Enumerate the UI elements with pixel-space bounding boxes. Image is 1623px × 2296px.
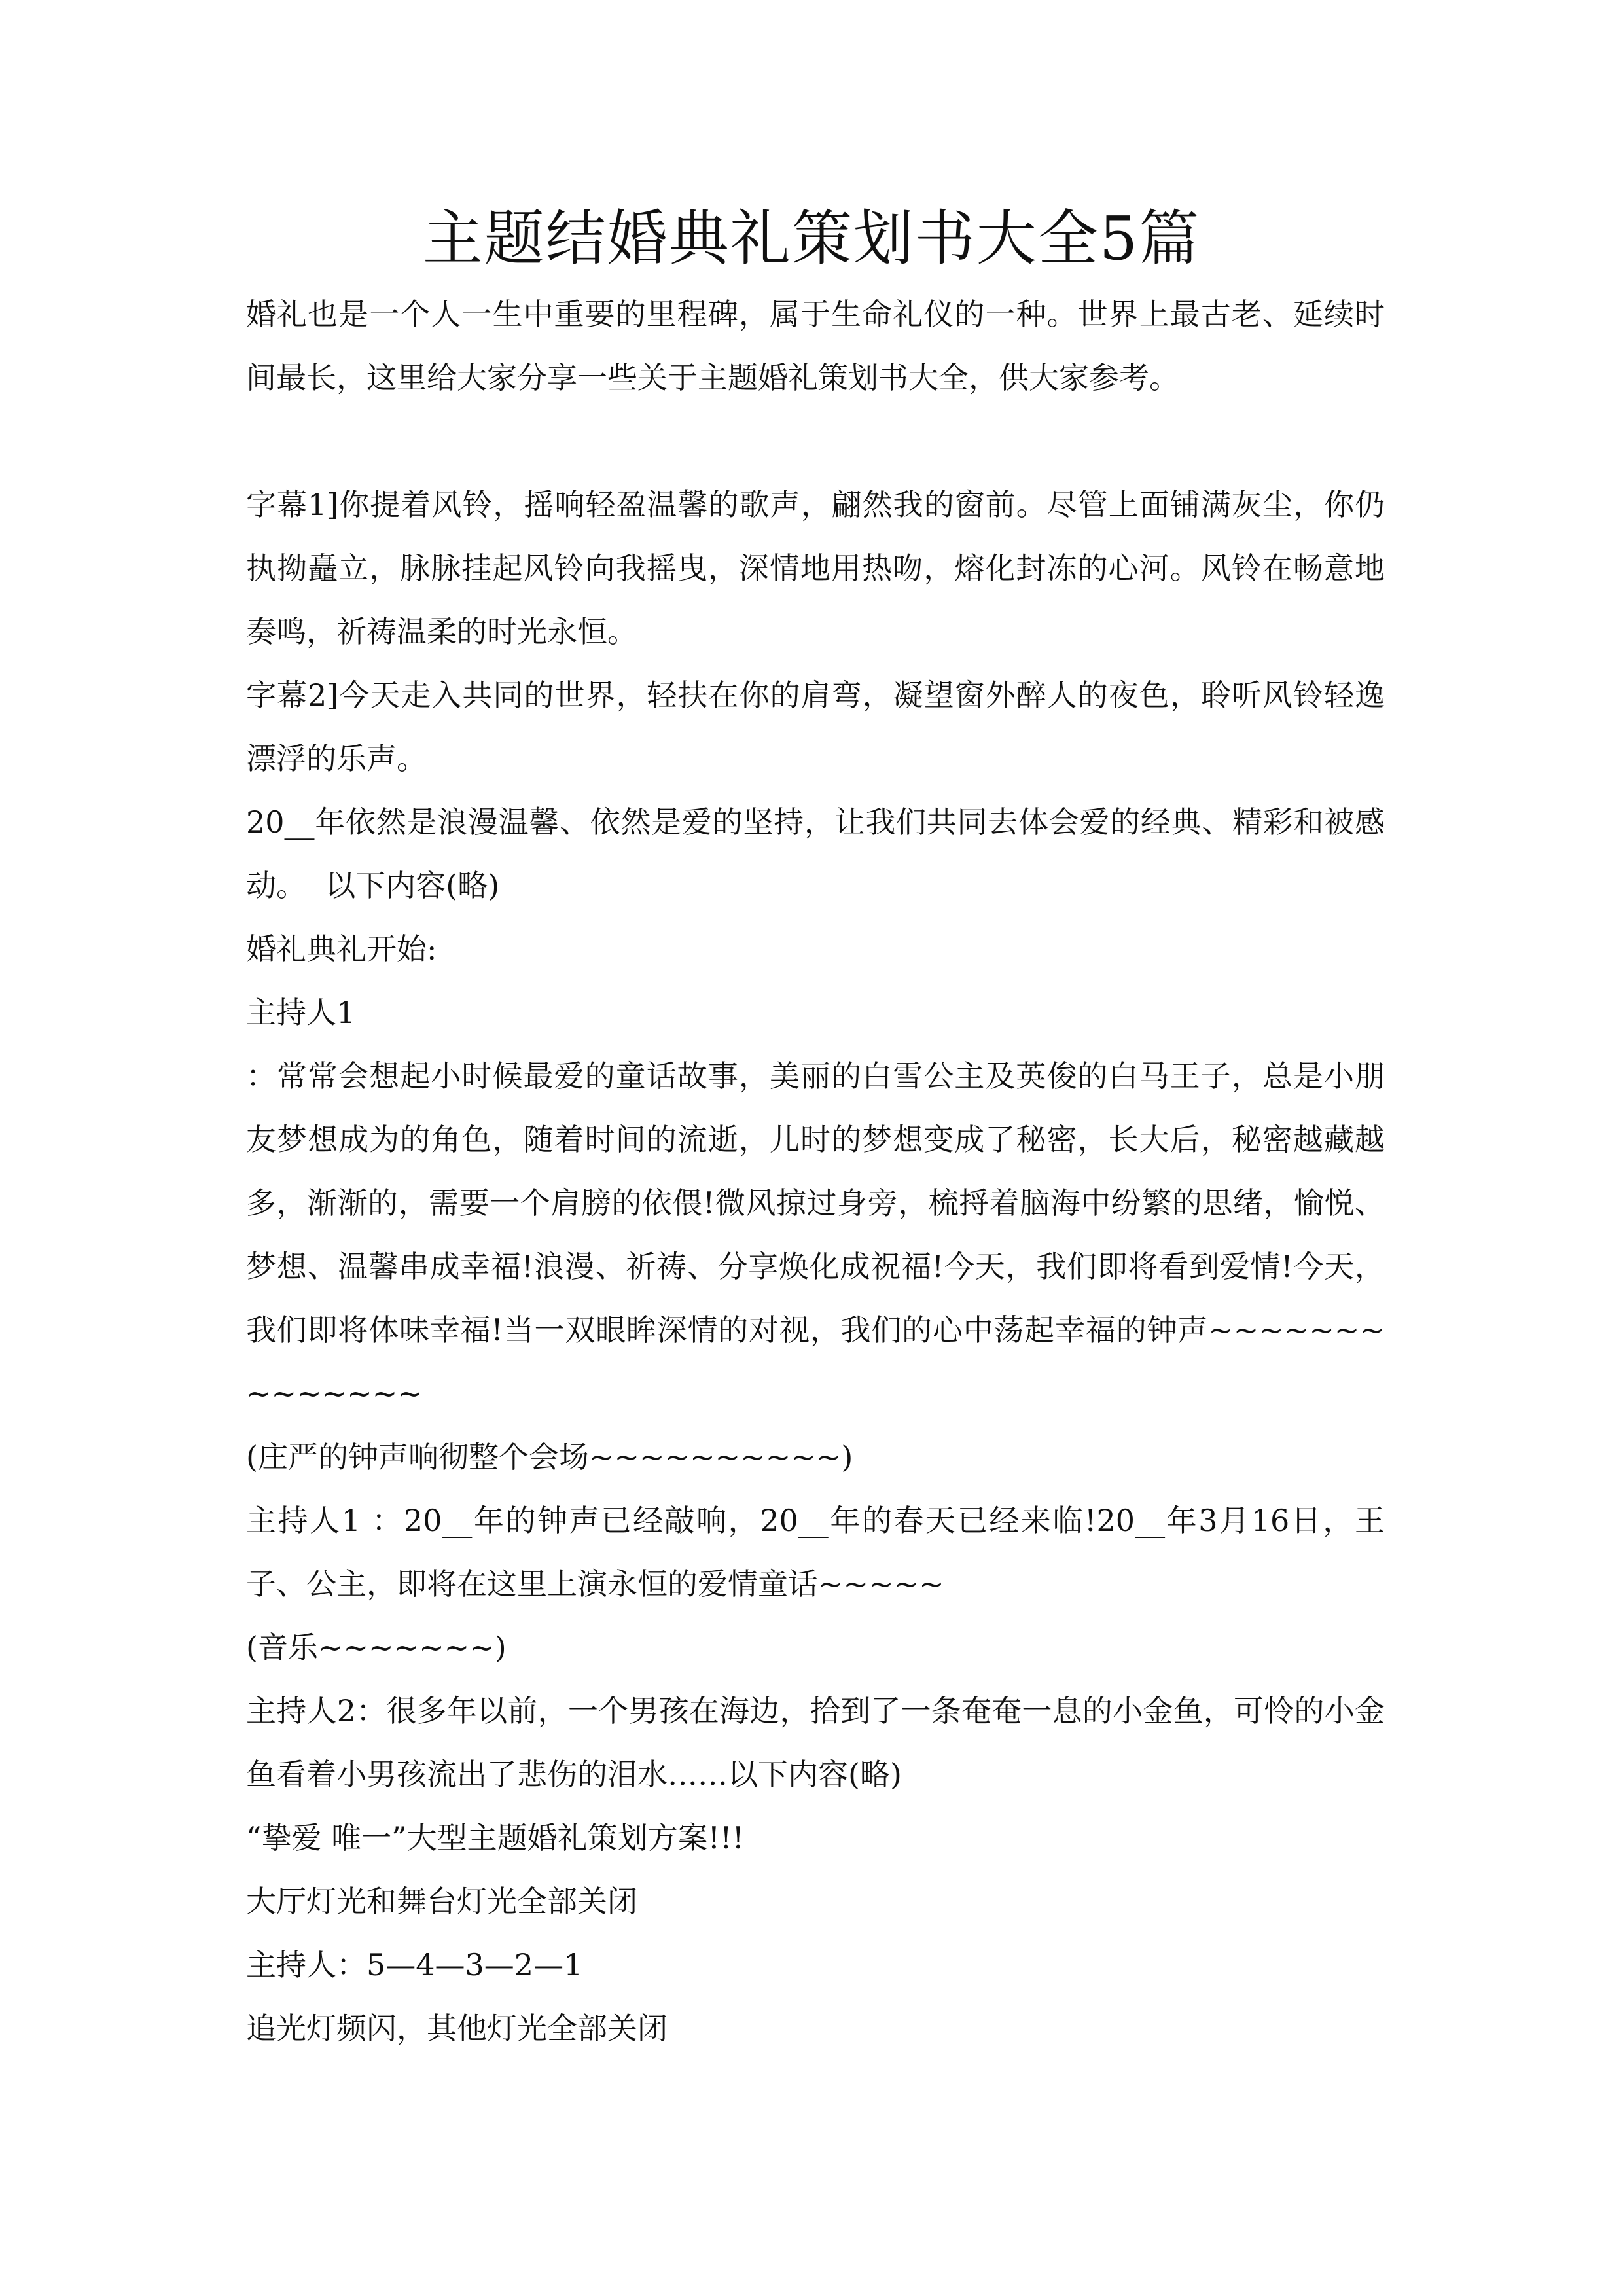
year-paragraph: 20__年依然是浪漫温馨、依然是爱的坚持，让我们共同去体会爱的经典、精彩和被感动。 以下内容(略) bbox=[246, 804, 1385, 903]
host-1-label: 主持人1 bbox=[246, 995, 356, 1030]
document-body bbox=[246, 283, 1385, 2060]
host-1-speech-2: 主持人1 ：20__年的钟声已经敲响，20__年的春天已经来临!20__年3月16日，王子、公主，即将在这里上演永恒的爱情童话~~~~~ bbox=[246, 1503, 1385, 1602]
intro-paragraph: 婚礼也是一个人一生中重要的里程碑，属于生命礼仪的一种。世界上最古老、延续时间最长，这里给大家分享一些关于主题婚礼策划书大全，供大家参考。 bbox=[246, 296, 1385, 395]
subtitle-1-paragraph: 字幕1]你提着风铃，摇响轻盈温馨的歌声，翩然我的窗前。尽管上面铺满灰尘，你仍执拗矗立，脉脉挂起风铃向我摇曳，深情地用热吻，熔化封冻的心河。风铃在畅意地奏鸣，祈祷温柔的时光永恒。 bbox=[246, 487, 1385, 649]
document-title: 主题结婚典礼策划书大全5篇 bbox=[422, 204, 1201, 274]
music-stage-direction: (音乐~~~~~~~) bbox=[246, 1630, 507, 1665]
host-2-speech: 主持人2：很多年以前，一个男孩在海边，拾到了一条奄奄一息的小金鱼，可怜的小金鱼看着小男孩流出了悲伤的泪水……以下内容(略) bbox=[246, 1693, 1385, 1792]
blank-line bbox=[246, 410, 1385, 473]
ceremony-start-line: 婚礼典礼开始: bbox=[246, 931, 437, 967]
lights-off-line: 大厅灯光和舞台灯光全部关闭 bbox=[246, 1884, 637, 1919]
subtitle-2-paragraph: 字幕2]今天走入共同的世界，轻扶在你的肩弯，凝望窗外醉人的夜色，聆听风铃轻逸漂浮的乐声。 bbox=[246, 677, 1385, 776]
plan-heading: “挚爱 唯一”大型主题婚礼策划方案!!! bbox=[246, 1820, 745, 1856]
bell-stage-direction: (庄严的钟声响彻整个会场~~~~~~~~~~) bbox=[246, 1439, 853, 1475]
spotlight-line: 追光灯频闪，其他灯光全部关闭 bbox=[246, 2011, 668, 2046]
countdown-line: 主持人：5—4—3—2—1 bbox=[246, 1947, 583, 1982]
host-1-speech: ：常常会想起小时候最爱的童话故事，美丽的白雪公主及英俊的白马王子，总是小朋友梦想成为的角色，随着时间的流逝，儿时的梦想变成了秘密，长大后，秘密越藏越多，渐渐的，需要一个肩膀的依偎!微风掠过身旁，梳捋着脑海中纷繁的思绪，愉悦、梦想、温馨串成幸福!浪漫、祈祷、分享焕化成祝福!今天，我们即将看到爱情!今天，我们即将体味幸福!当一双眼眸深情的对视，我们的心中荡起幸福的钟声~~~~~~~~~~~~~~ bbox=[246, 1058, 1385, 1411]
